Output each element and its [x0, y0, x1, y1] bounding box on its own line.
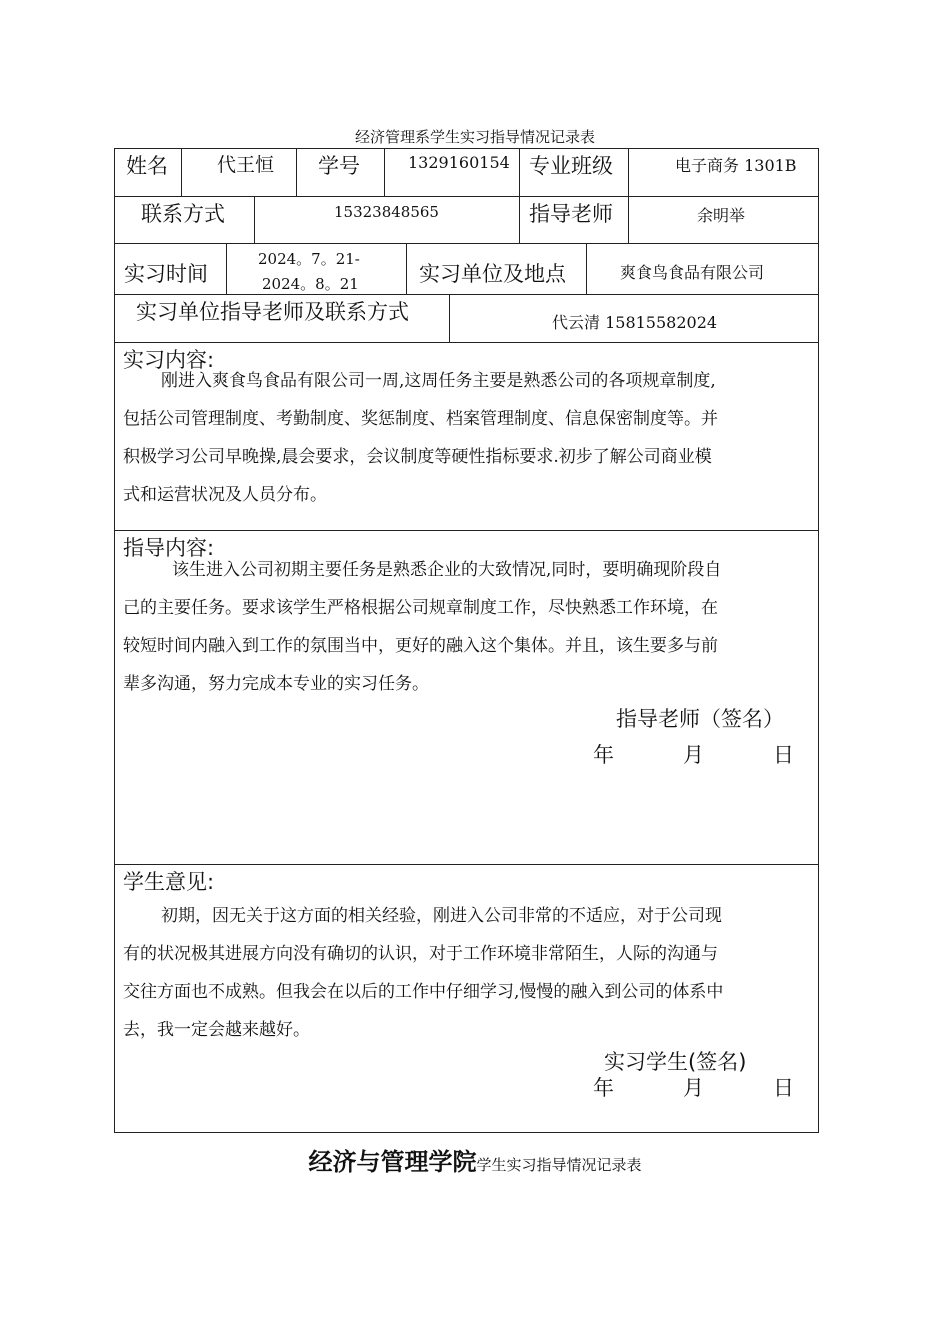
name-label: 姓名	[126, 154, 168, 178]
footer-title-bold: 经济与管理学院	[308, 1148, 477, 1176]
contact-value: 15323848565	[334, 203, 439, 221]
unit-teacher-value: 代云清 15815582024	[552, 313, 718, 332]
guidance-month: 月	[683, 743, 704, 767]
student-day: 日	[773, 1076, 794, 1100]
guidance-paragraph	[123, 551, 813, 703]
student-line: 去，我一定会越来越好。	[123, 1020, 310, 1040]
student-year: 年	[593, 1076, 614, 1100]
student-line: 交往方面也不成熟。但我会在以后的工作中仔细学习,慢慢的融入到公司的体系中	[123, 982, 724, 1002]
unit-teacher-label: 实习单位指导老师及联系方式	[136, 300, 409, 324]
student-id-label: 学号	[318, 154, 360, 178]
student-month: 月	[683, 1076, 704, 1100]
student-id-value: 1329160154	[408, 153, 510, 172]
student-signature: 实习学生(签名)	[604, 1050, 747, 1074]
student-line: 初期，因无关于这方面的相关经验，刚进入公司非常的不适应，对于公司现	[161, 906, 722, 926]
student-line: 有的状况极其进展方向没有确切的认识，对于工作环境非常陌生，人际的沟通与	[123, 944, 718, 964]
teacher-label: 指导老师	[529, 202, 613, 226]
internship-unit-label: 实习单位及地点	[419, 262, 566, 286]
guidance-year: 年	[593, 743, 614, 767]
page-title: 经济管理系学生实习指导情况记录表	[354, 128, 595, 146]
content-paragraph	[123, 362, 813, 514]
student-opinion-paragraph	[123, 897, 813, 1049]
content-line: 刚进入爽食鸟食品有限公司一周,这周任务主要是熟悉公司的各项规章制度,	[161, 371, 716, 391]
footer-title	[0, 1142, 950, 1177]
guidance-line: 较短时间内融入到工作的氛围当中，更好的融入这个集体。并且，该生要多与前	[123, 636, 718, 656]
class-value: 电子商务 1301B	[675, 156, 797, 175]
teacher-value: 余明举	[697, 206, 746, 225]
content-label: 实习内容:	[123, 348, 215, 372]
contact-label: 联系方式	[141, 202, 225, 226]
internship-time-end: 2024。8。21	[262, 275, 359, 293]
internship-time-start: 2024。7。21-	[258, 250, 360, 268]
guidance-signature: 指导老师（签名）	[616, 707, 784, 731]
content-line: 式和运营状况及人员分布。	[123, 485, 327, 505]
class-label: 专业班级	[529, 154, 613, 178]
guidance-day: 日	[773, 743, 794, 767]
content-line: 积极学习公司早晚操,晨会要求，会议制度等硬性指标要求.初步了解公司商业模	[123, 447, 712, 467]
guidance-line: 该生进入公司初期主要任务是熟悉企业的大致情况,同时，要明确现阶段自	[172, 560, 722, 580]
internship-time-label: 实习时间	[124, 262, 208, 286]
footer-title-normal: 学生实习指导情况记录表	[476, 1156, 642, 1174]
name-value: 代王恒	[217, 154, 275, 176]
student-opinion-label: 学生意见:	[123, 870, 215, 894]
guidance-label: 指导内容:	[123, 536, 215, 560]
internship-unit-value: 爽食鸟食品有限公司	[620, 263, 765, 282]
guidance-line: 辈多沟通，努力完成本专业的实习任务。	[123, 674, 429, 694]
guidance-line: 己的主要任务。要求该学生严格根据公司规章制度工作，尽快熟悉工作环境，在	[123, 598, 718, 618]
content-line: 包括公司管理制度、考勤制度、奖惩制度、档案管理制度、信息保密制度等。并	[123, 409, 718, 429]
